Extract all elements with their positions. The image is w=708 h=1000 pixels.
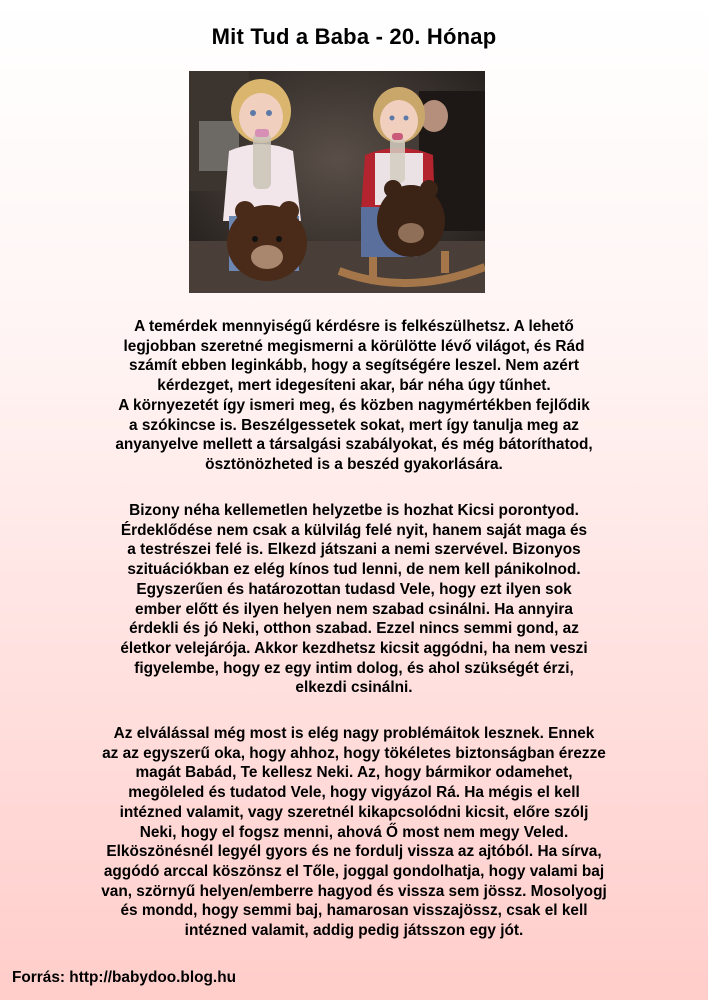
paragraph-line: megöleled és tudatod Vele, hogy vigyázol Rá. Ha mégis el kell (128, 784, 580, 802)
paragraph-line: A temérdek mennyiségű kérdésre is felkészülhetsz. A lehető (134, 318, 574, 335)
paragraph-line: szituációkban ez elég kínos tud lenni, de nem kell pánikolnod. (127, 561, 581, 579)
paragraph-line: anyanyelve mellett a társalgási szabályokat, és még bátoríthatod, (115, 436, 593, 454)
paragraph-line: Érdeklődése nem csak a külvilág felé nyit, hanem saját maga és (120, 521, 588, 539)
photo-two-toddlers-on-rocking-bears (189, 71, 485, 293)
paragraph-questions (20, 317, 688, 475)
paragraph-line: intézned valamit, vagy szeretnél kikapcsolódni kicsit, előre szólj (119, 803, 589, 821)
paragraph-line: számít ebben leginkább, hogy a segítségére leszel. Nem azért (129, 357, 579, 375)
paragraph-line: van, szörnyű helyen/emberre hagyod és vissza sem jössz. Mosolyogj (101, 882, 607, 900)
paragraph-line: elkezdi csinálni. (295, 679, 413, 697)
paragraph-line: legjobban szeretné megismerni a körülötte lévő világot, és Rád (123, 337, 585, 355)
paragraph-line: magát Babád, Te kellesz Neki. Az, hogy bármikor odamehet, (135, 764, 573, 782)
paragraph-line: és mondd, hogy semmi baj, hamarosan visszajössz, csak el kell (120, 902, 588, 920)
paragraph-line: kérdezget, mert idegesíteni akar, bár néha úgy tűnhet. (157, 377, 551, 395)
paragraph-line: Egyszerűen és határozottan tudasd Vele, hogy ezt ilyen sok (136, 580, 572, 598)
paragraph-line: ember előtt és ilyen helyen nem szabad csinálni. Ha annyira (135, 600, 573, 618)
paragraph-line: Bizony néha kellemetlen helyzetbe is hozhat Kicsi porontyod. (129, 502, 579, 519)
paragraph-line: életkor velejárója. Akkor kezdhetsz kicsit aggódni, ha nem veszi (120, 639, 588, 657)
page-title: Mit Tud a Baba - 20. Hónap (211, 24, 497, 49)
paragraph-separation (20, 724, 688, 941)
paragraph-body-awareness (20, 501, 688, 698)
paragraph-line: az az egyszerű oka, hogy ahhoz, hogy tökéletes biztonságban érezze (102, 744, 606, 762)
paragraph-line: Elköszönésnél legyél gyors és ne fordulj vissza az ajtóból. Ha sírva, (106, 843, 602, 861)
paragraph-line: aggódó arccal köszönsz el Tőle, joggal gondolhatja, hogy valami baj (103, 862, 605, 880)
source-credit: Forrás: http://babydoo.blog.hu (12, 969, 236, 986)
paragraph-line: a testrészei felé is. Elkezd játszani a nemi szervével. Bizonyos (127, 541, 581, 559)
paragraph-line: figyelembe, hogy ez egy intim dolog, és ahol szükségét érzi, (134, 659, 574, 677)
paragraph-line: Neki, hogy el fogsz menni, ahová Ő most nem megy Veled. (139, 823, 569, 841)
paragraph-line: érdekli és jó Neki, otthon szabad. Ezzel nincs semmi gond, az (129, 620, 579, 638)
paragraph-line: ösztönözheted is a beszéd gyakorlására. (205, 455, 503, 473)
paragraph-line: intézned valamit, addig pedig játsszon egy jót. (184, 922, 524, 940)
paragraph-line: Az elválással még most is elég nagy problémáitok lesznek. Ennek (113, 725, 595, 742)
photo-illustration (189, 71, 485, 293)
paragraph-line: A környezetét így ismeri meg, és közben nagymértékben fejlődik (118, 396, 590, 414)
paragraph-line: a szókincse is. Beszélgessetek sokat, mert így tanulja meg az (129, 416, 579, 434)
